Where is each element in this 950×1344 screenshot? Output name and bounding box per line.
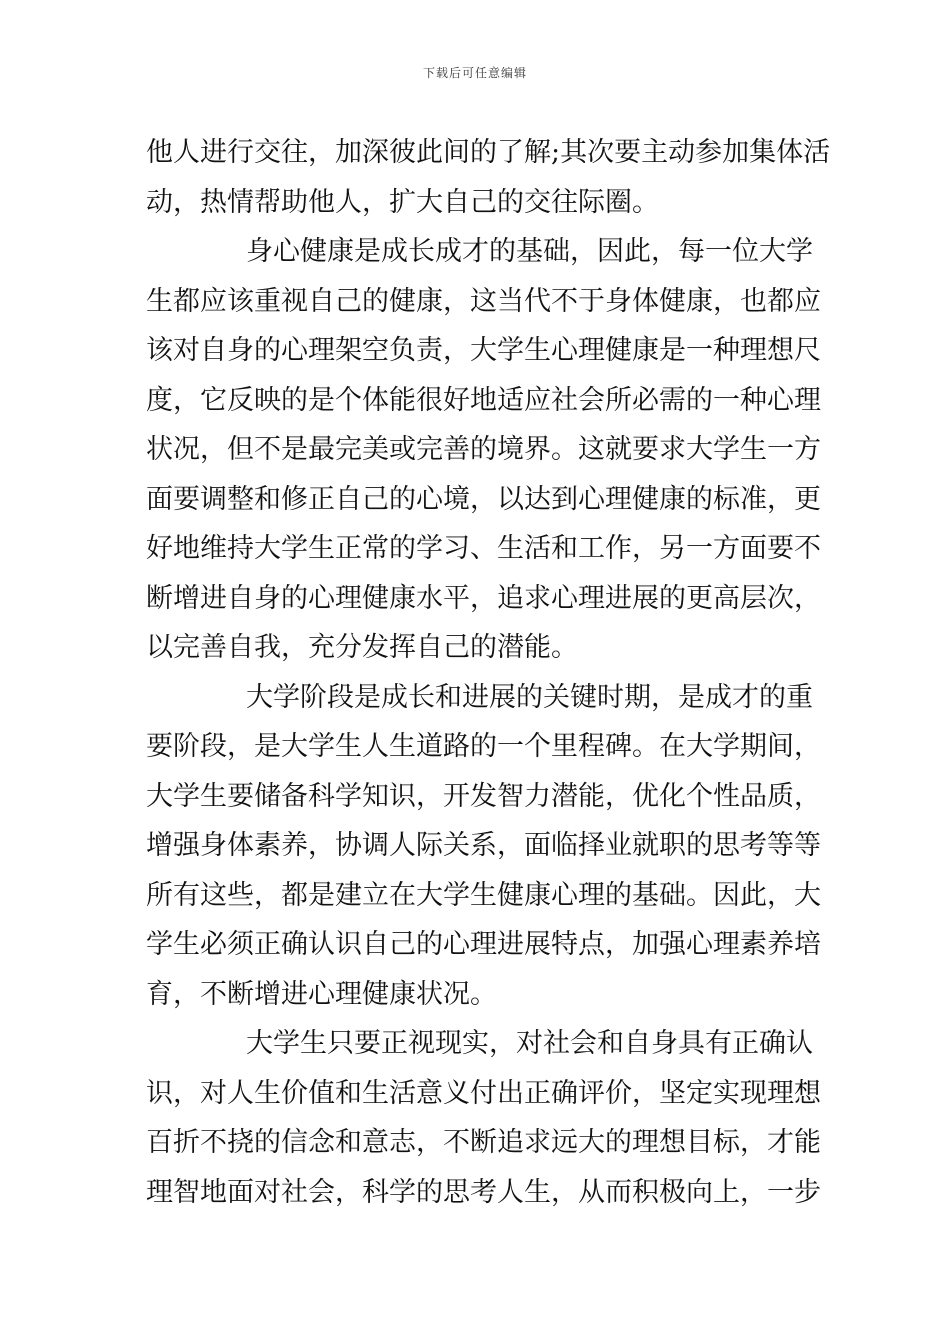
text-line: 好地维持大学生正常的学习、生活和工作，另一方面要不 xyxy=(146,533,821,564)
paragraph xyxy=(146,1019,821,1217)
text-line: 面要调整和修正自己的心境，以达到心理健康的标准，更 xyxy=(146,483,821,515)
text-line: 理智地面对社会，科学的思考人生，从而积极向上，一步 xyxy=(146,1176,821,1208)
paragraph xyxy=(146,673,821,1020)
text-line: 动，热情帮助他人，扩大自己的交往际圈。 xyxy=(146,186,659,218)
paragraph xyxy=(146,128,831,227)
paragraph xyxy=(146,227,821,673)
text-line: 大学生只要正视现实，对社会和自身具有正确认 xyxy=(246,1028,813,1059)
document-body xyxy=(146,128,831,1217)
text-line: 识，对人生价值和生活意义付出正确评价，坚定实现理想 xyxy=(146,1077,821,1109)
text-line: 断增进自身的心理健康水平，追求心理进展的更高层次， xyxy=(146,582,821,614)
text-line: 百折不挠的信念和意志，不断追求远大的理想目标，才能 xyxy=(146,1127,821,1158)
text-line: 所有这些，都是建立在大学生健康心理的基础。因此，大 xyxy=(146,879,821,911)
text-line: 学生必须正确认识自己的心理进展特点，加强心理素养培 xyxy=(146,929,821,960)
text-line: 该对自身的心理架空负责，大学生心理健康是一种理想尺 xyxy=(146,335,821,366)
text-line: 度，它反映的是个体能很好地适应社会所必需的一种心理 xyxy=(146,384,821,416)
page-header: 下载后可任意编辑 xyxy=(422,66,527,80)
text-line: 育，不断增进心理健康状况。 xyxy=(146,978,497,1010)
text-line: 大学生要储备科学知识，开发智力潜能，优化个性品质， xyxy=(146,780,821,812)
text-line: 他人进行交往，加深彼此间的了解;其次要主动参加集体活 xyxy=(146,137,831,168)
text-line: 状况，但不是最完美或完善的境界。这就要求大学生一方 xyxy=(146,434,821,465)
text-line: 身心健康是成长成才的基础，因此，每一位大学 xyxy=(246,236,813,267)
text-line: 要阶段，是大学生人生道路的一个里程碑。在大学期间， xyxy=(146,731,821,762)
text-line: 大学阶段是成长和进展的关键时期，是成才的重 xyxy=(246,681,813,713)
text-line: 生都应该重视自己的健康，这当代不于身体健康，也都应 xyxy=(146,285,821,317)
text-line: 增强身体素养，协调人际关系，面临择业就职的思考等等 xyxy=(146,830,821,861)
text-line: 以完善自我，充分发挥自己的潜能。 xyxy=(146,632,578,663)
